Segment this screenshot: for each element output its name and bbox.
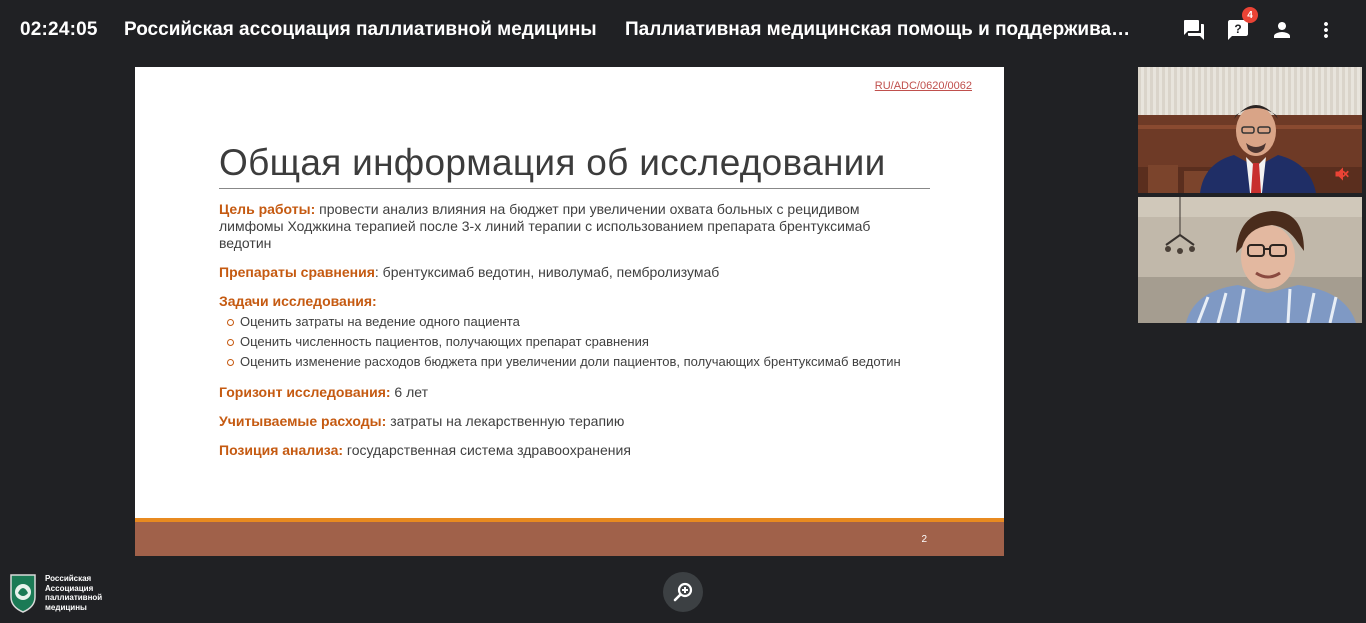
task-item: Оценить изменение расходов бюджета при увеличении доли пациентов, получающих брентуксимаб ведотин (219, 354, 919, 370)
comparators-text: : брентуксимаб ведотин, ниволумаб, пембролизумаб (374, 264, 720, 280)
top-bar (0, 0, 1366, 60)
logo-text: Российская Ассоциация паллиативной медицины (45, 574, 103, 612)
participants-button[interactable] (1269, 17, 1295, 43)
more-vert-icon (1314, 18, 1338, 42)
tasks-heading (219, 293, 919, 310)
presentation-slide (135, 67, 1004, 556)
position-text: государственная система здравоохранения (343, 442, 631, 458)
goal-paragraph (219, 201, 919, 252)
horizon-paragraph (219, 384, 919, 401)
participant-video-image (1138, 197, 1362, 323)
comparators-label: Препараты сравнения (219, 264, 375, 280)
goal-text: провести анализ влияния на бюджет при увеличении охвата больных с рецидивом лимфомы Ходжкина терапией после 3-х линий терапии с использованием препарата брентуксимаб ведотин (219, 201, 871, 251)
position-paragraph (219, 442, 919, 459)
zoom-button[interactable] (663, 572, 703, 612)
position-label: Позиция анализа: (219, 442, 344, 458)
mute-indicator (1332, 163, 1354, 185)
participant-video-2[interactable] (1138, 197, 1362, 323)
more-options-button[interactable] (1313, 17, 1339, 43)
slide-body (219, 201, 919, 471)
goal-label: Цель работы: (219, 201, 316, 217)
tasks-list (219, 314, 919, 370)
elapsed-time: 02:24:05 (20, 19, 98, 40)
slide-title: Общая информация об исследовании (219, 142, 886, 183)
tasks-label: Задачи исследования: (219, 293, 377, 309)
costs-paragraph (219, 413, 919, 430)
task-item: Оценить численность пациентов, получающих препарат сравнения (219, 334, 919, 350)
horizon-label: Горизонт исследования: (219, 384, 391, 400)
slide-page-number: 2 (921, 534, 927, 545)
person-icon (1270, 18, 1294, 42)
costs-text: затраты на лекарственную терапию (386, 413, 625, 429)
mic-off-icon (1333, 164, 1353, 184)
task-item: Оценить затраты на ведение одного пациента (219, 314, 919, 330)
shield-logo-icon (9, 573, 37, 613)
title-divider (219, 188, 930, 189)
association-logo (9, 573, 109, 613)
chat-button[interactable] (1181, 17, 1207, 43)
slide-footer (135, 522, 1004, 556)
meeting-title: Паллиативная медицинская помощь и поддержива… (625, 19, 1131, 40)
qa-count-badge: 4 (1242, 7, 1258, 23)
comparators-paragraph (219, 264, 919, 281)
participant-video-1[interactable] (1138, 67, 1362, 193)
horizon-text: 6 лет (390, 384, 428, 400)
zoom-in-icon (671, 580, 695, 604)
chat-icon (1182, 18, 1206, 42)
participant-video-image (1138, 67, 1362, 193)
slide-document-code: RU/ADC/0620/0062 (874, 80, 972, 92)
svg-text:?: ? (1234, 22, 1242, 36)
costs-label: Учитываемые расходы: (219, 413, 387, 429)
organization-name: Российская ассоциация паллиативной медицины (124, 19, 597, 40)
